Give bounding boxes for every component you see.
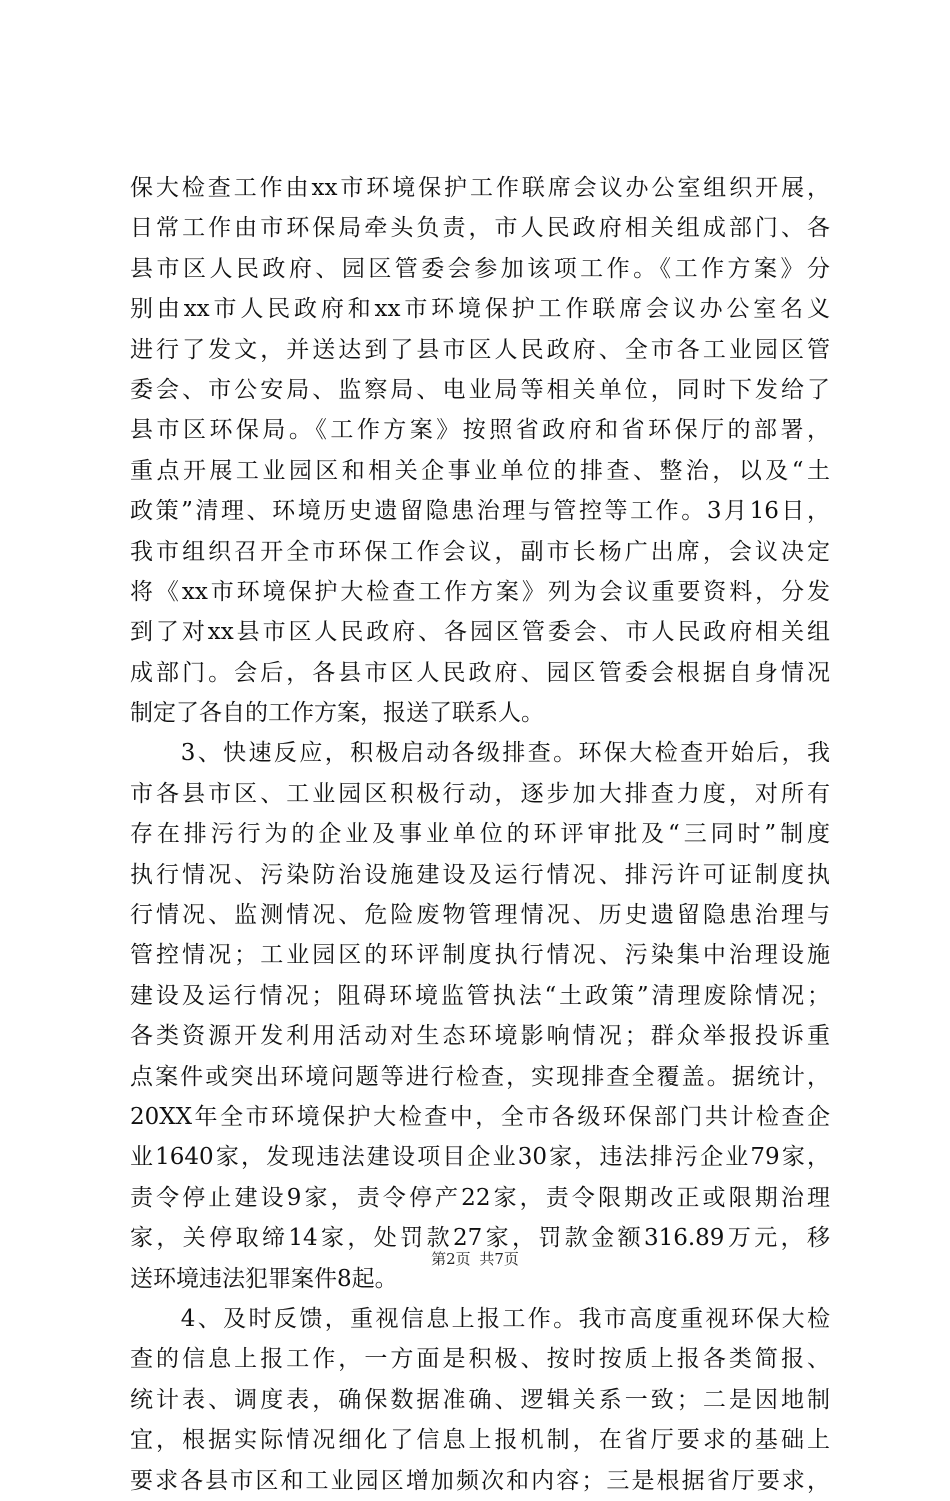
text-line: 查的信息上报工作，一方面是积极、按时按质上报各类简报、	[130, 1346, 830, 1373]
text-line: 到了对xx县市区人民政府、各园区管委会、市人民政府相关组	[130, 619, 830, 646]
text-line: 各类资源开发利用活动对生态环境影响情况；群众举报投诉重	[130, 1023, 830, 1050]
document-body	[130, 168, 830, 1501]
text-line: 保大检查工作由xx市环境保护工作联席会议办公室组织开展，	[130, 175, 830, 201]
page-number: 第2页	[431, 1250, 471, 1268]
text-line: 制定了各自的工作方案，报送了联系人。	[130, 700, 544, 727]
text-line: 要求各县市区和工业园区增加频次和内容；三是根据省厅要求，	[130, 1467, 830, 1494]
text-line: 日常工作由市环保局牵头负责，市人民政府相关组成部门、各	[130, 215, 830, 242]
text-line: 执行情况、污染防治设施建设及运行情况、排污许可证制度执	[130, 861, 830, 888]
text-line: 4、及时反馈，重视信息上报工作。我市高度重视环保大检	[130, 1305, 830, 1332]
text-line: 业1640家，发现违法建设项目企业30家，违法排污企业79家，	[130, 1144, 830, 1171]
text-line: 责令停止建设9家，责令停产22家，责令限期改正或限期治理	[130, 1184, 830, 1211]
text-line: 20XX年全市环境保护大检查中，全市各级环保部门共计检查企	[130, 1103, 830, 1130]
text-line: 我市组织召开全市环保工作会议，副市长杨广出席，会议决定	[130, 538, 830, 565]
text-line: 送环境违法犯罪案件8起。	[130, 1265, 398, 1292]
text-line: 行情况、监测情况、危险废物管理情况、历史遗留隐患治理与	[130, 902, 830, 929]
text-line: 政策”清理、环境历史遗留隐患治理与管控等工作。3月16日，	[130, 498, 830, 525]
text-line: 宜，根据实际情况细化了信息上报机制，在省厅要求的基础上	[130, 1427, 830, 1454]
page-footer	[0, 1249, 950, 1269]
text-line: 管控情况；工业园区的环评制度执行情况、污染集中治理设施	[130, 942, 830, 969]
text-line: 点案件或突出环境问题等进行检查，实现排查全覆盖。据统计，	[130, 1063, 830, 1090]
text-line: 县市区环保局。《工作方案》按照省政府和省环保厅的部署，	[130, 417, 830, 444]
text-line: 县市区人民政府、园区管委会参加该项工作。《工作方案》分	[130, 255, 830, 282]
text-line: 家，关停取缔14家，处罚款27家，罚款金额316.89万元，移	[130, 1225, 830, 1252]
text-line: 将《xx市环境保护大检查工作方案》列为会议重要资料，分发	[130, 578, 830, 605]
text-line: 3、快速反应，积极启动各级排查。环保大检查开始后，我	[130, 740, 830, 767]
text-line: 统计表、调度表，确保数据准确、逻辑关系一致；二是因地制	[130, 1386, 830, 1413]
text-line: 重点开展工业园区和相关企事业单位的排查、整治，以及“土	[130, 457, 830, 484]
text-line: 成部门。会后，各县市区人民政府、园区管委会根据自身情况	[130, 659, 830, 686]
page-total: 共7页	[479, 1250, 519, 1268]
text-line: 存在排污行为的企业及事业单位的环评审批及“三同时”制度	[130, 821, 830, 848]
text-line: 进行了发文，并送达到了县市区人民政府、全市各工业园区管	[130, 336, 830, 363]
text-line: 市各县市区、工业园区积极行动，逐步加大排查力度，对所有	[130, 780, 830, 807]
text-line: 建设及运行情况；阻碍环境监管执法“土政策”清理废除情况；	[130, 982, 830, 1009]
text-line: 委会、市公安局、监察局、电业局等相关单位，同时下发给了	[130, 376, 830, 403]
text-line: 别由xx市人民政府和xx市环境保护工作联席会议办公室名义	[130, 296, 830, 323]
